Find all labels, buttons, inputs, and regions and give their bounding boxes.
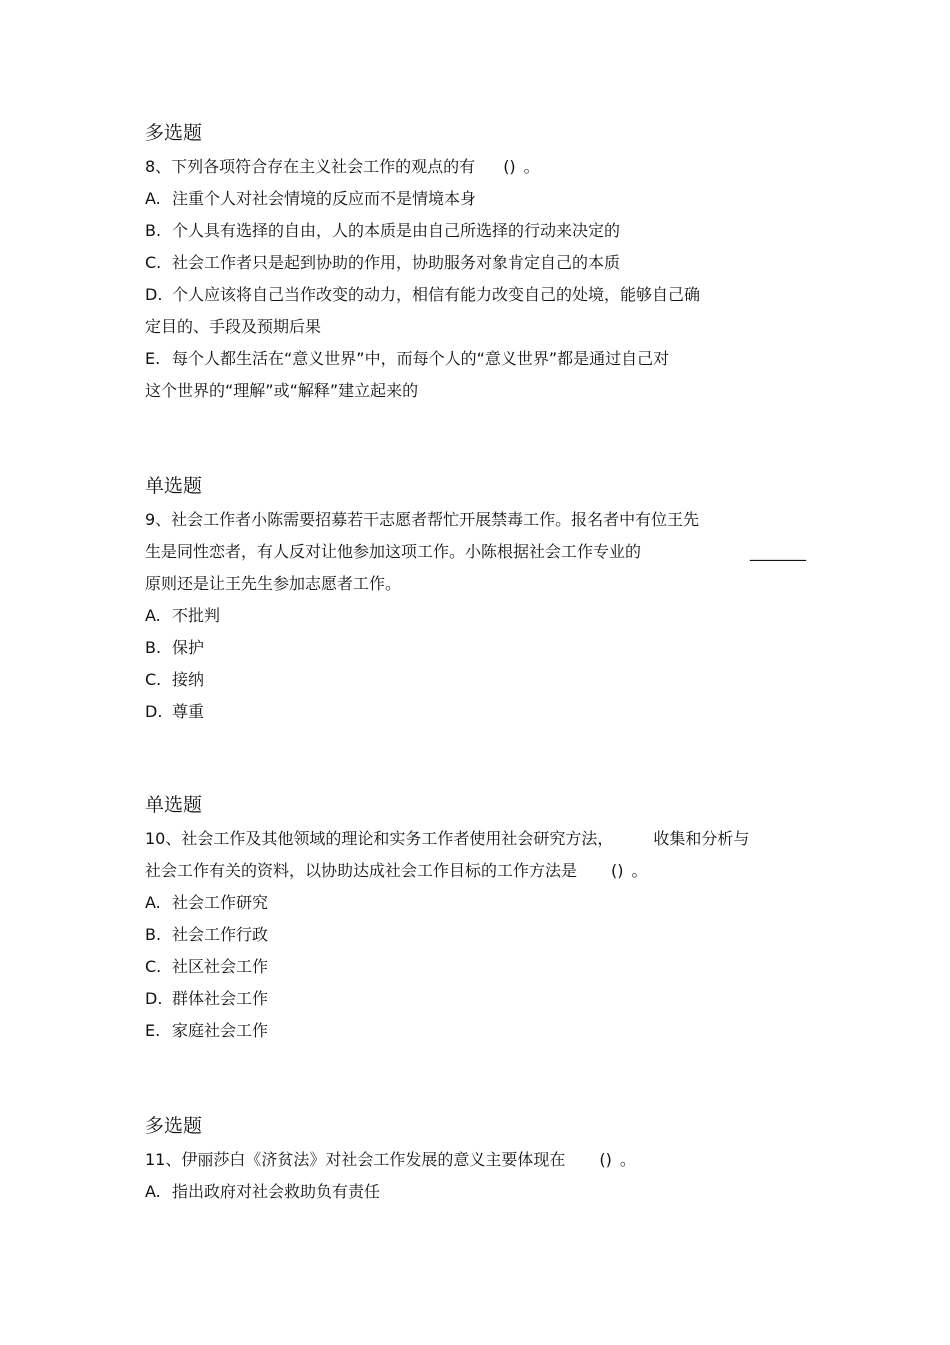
question-type-heading: 多选题 — [145, 122, 203, 144]
option-a — [145, 188, 476, 210]
option-letter: C. — [145, 670, 162, 689]
option-d — [145, 988, 268, 1010]
option-letter: B. — [145, 221, 162, 240]
option-letter: E. — [145, 349, 161, 368]
text-segment: 。 — [523, 157, 540, 176]
option-letter: A. — [145, 606, 161, 625]
option-letter: D. — [145, 702, 163, 721]
text-segment: 指出政府对社会救助负有责任 — [172, 1182, 381, 1201]
text-segment: () — [503, 157, 516, 176]
option-letter: C. — [145, 253, 162, 272]
option-b — [145, 637, 204, 659]
text-segment: 家庭社会工作 — [172, 1021, 269, 1040]
option-d-continued: 定目的、手段及预期后果 — [145, 317, 322, 336]
option-e — [145, 348, 669, 370]
option-b — [145, 924, 268, 946]
text-segment: 8、下列各项符合存在主义社会工作的观点的有 — [145, 157, 476, 176]
text-segment: 个人具有选择的自由，人的本质是由自己所选择的行动来决定的 — [172, 221, 621, 240]
text-segment: 。 — [619, 1150, 636, 1169]
text-segment: () — [599, 1150, 612, 1169]
text-segment: 每个人都生活在“意义世界”中，而每个人的“意义世界”都是通过自己对 — [172, 349, 670, 368]
option-b — [145, 220, 620, 242]
option-a — [145, 1181, 380, 1203]
text-segment: 社会工作研究 — [172, 893, 269, 912]
text-segment: 社区社会工作 — [172, 957, 269, 976]
text-segment: 接纳 — [172, 670, 205, 689]
text-segment: 尊重 — [172, 702, 205, 721]
option-d — [145, 284, 700, 306]
option-letter: E. — [145, 1021, 161, 1040]
option-c — [145, 252, 620, 274]
option-letter: B. — [145, 925, 162, 944]
question-stem: 9、社会工作者小陈需要招募若干志愿者帮忙开展禁毒工作。报名者中有位王先 — [145, 510, 700, 529]
fill-in-blank: _______ — [750, 542, 806, 561]
option-letter: D. — [145, 285, 163, 304]
option-c — [145, 956, 268, 978]
option-letter: A. — [145, 1182, 161, 1201]
question-stem — [145, 1149, 636, 1171]
text-segment: 10、社会工作及其他领域的理论和实务工作者使用社会研究方法， — [145, 829, 614, 848]
option-a — [145, 605, 220, 627]
option-e — [145, 1020, 268, 1042]
option-letter: B. — [145, 638, 162, 657]
text-segment: () — [611, 861, 624, 880]
question-stem-line3: 原则还是让王先生参加志愿者工作。 — [145, 574, 402, 593]
text-segment: 个人应该将自己当作改变的动力，相信有能力改变自己的处境，能够自己确 — [172, 285, 701, 304]
question-stem — [145, 828, 749, 850]
option-letter: D. — [145, 989, 163, 1008]
question-type-heading: 单选题 — [145, 794, 203, 816]
question-type-heading: 单选题 — [145, 475, 203, 497]
text-segment: 不批判 — [172, 606, 221, 625]
text-segment: 注重个人对社会情境的反应而不是情境本身 — [172, 189, 477, 208]
option-letter: A. — [145, 189, 161, 208]
option-d — [145, 701, 204, 723]
option-letter: A. — [145, 893, 161, 912]
option-letter: C. — [145, 957, 162, 976]
text-segment: 保护 — [172, 638, 205, 657]
question-stem-line2 — [145, 860, 648, 882]
option-e-continued: 这个世界的“理解”或“解释”建立起来的 — [145, 381, 419, 400]
text-segment: 群体社会工作 — [172, 989, 269, 1008]
text-segment: 11、伊丽莎白《济贫法》对社会工作发展的意义主要体现在 — [145, 1150, 566, 1169]
text-segment: 社会工作者只是起到协助的作用，协助服务对象肯定自己的本质 — [172, 253, 621, 272]
text-segment: 社会工作有关的资料，以协助达成社会工作目标的工作方法是 — [145, 861, 578, 880]
question-stem — [145, 156, 540, 178]
text-segment: 社会工作行政 — [172, 925, 269, 944]
option-c — [145, 669, 204, 691]
question-type-heading: 多选题 — [145, 1115, 203, 1137]
text-segment: 。 — [631, 861, 648, 880]
text-segment: 收集和分析与 — [653, 829, 750, 848]
question-stem-line2: 生是同性恋者，有人反对让他参加这项工作。小陈根据社会工作专业的 — [145, 542, 642, 561]
option-a — [145, 892, 268, 914]
